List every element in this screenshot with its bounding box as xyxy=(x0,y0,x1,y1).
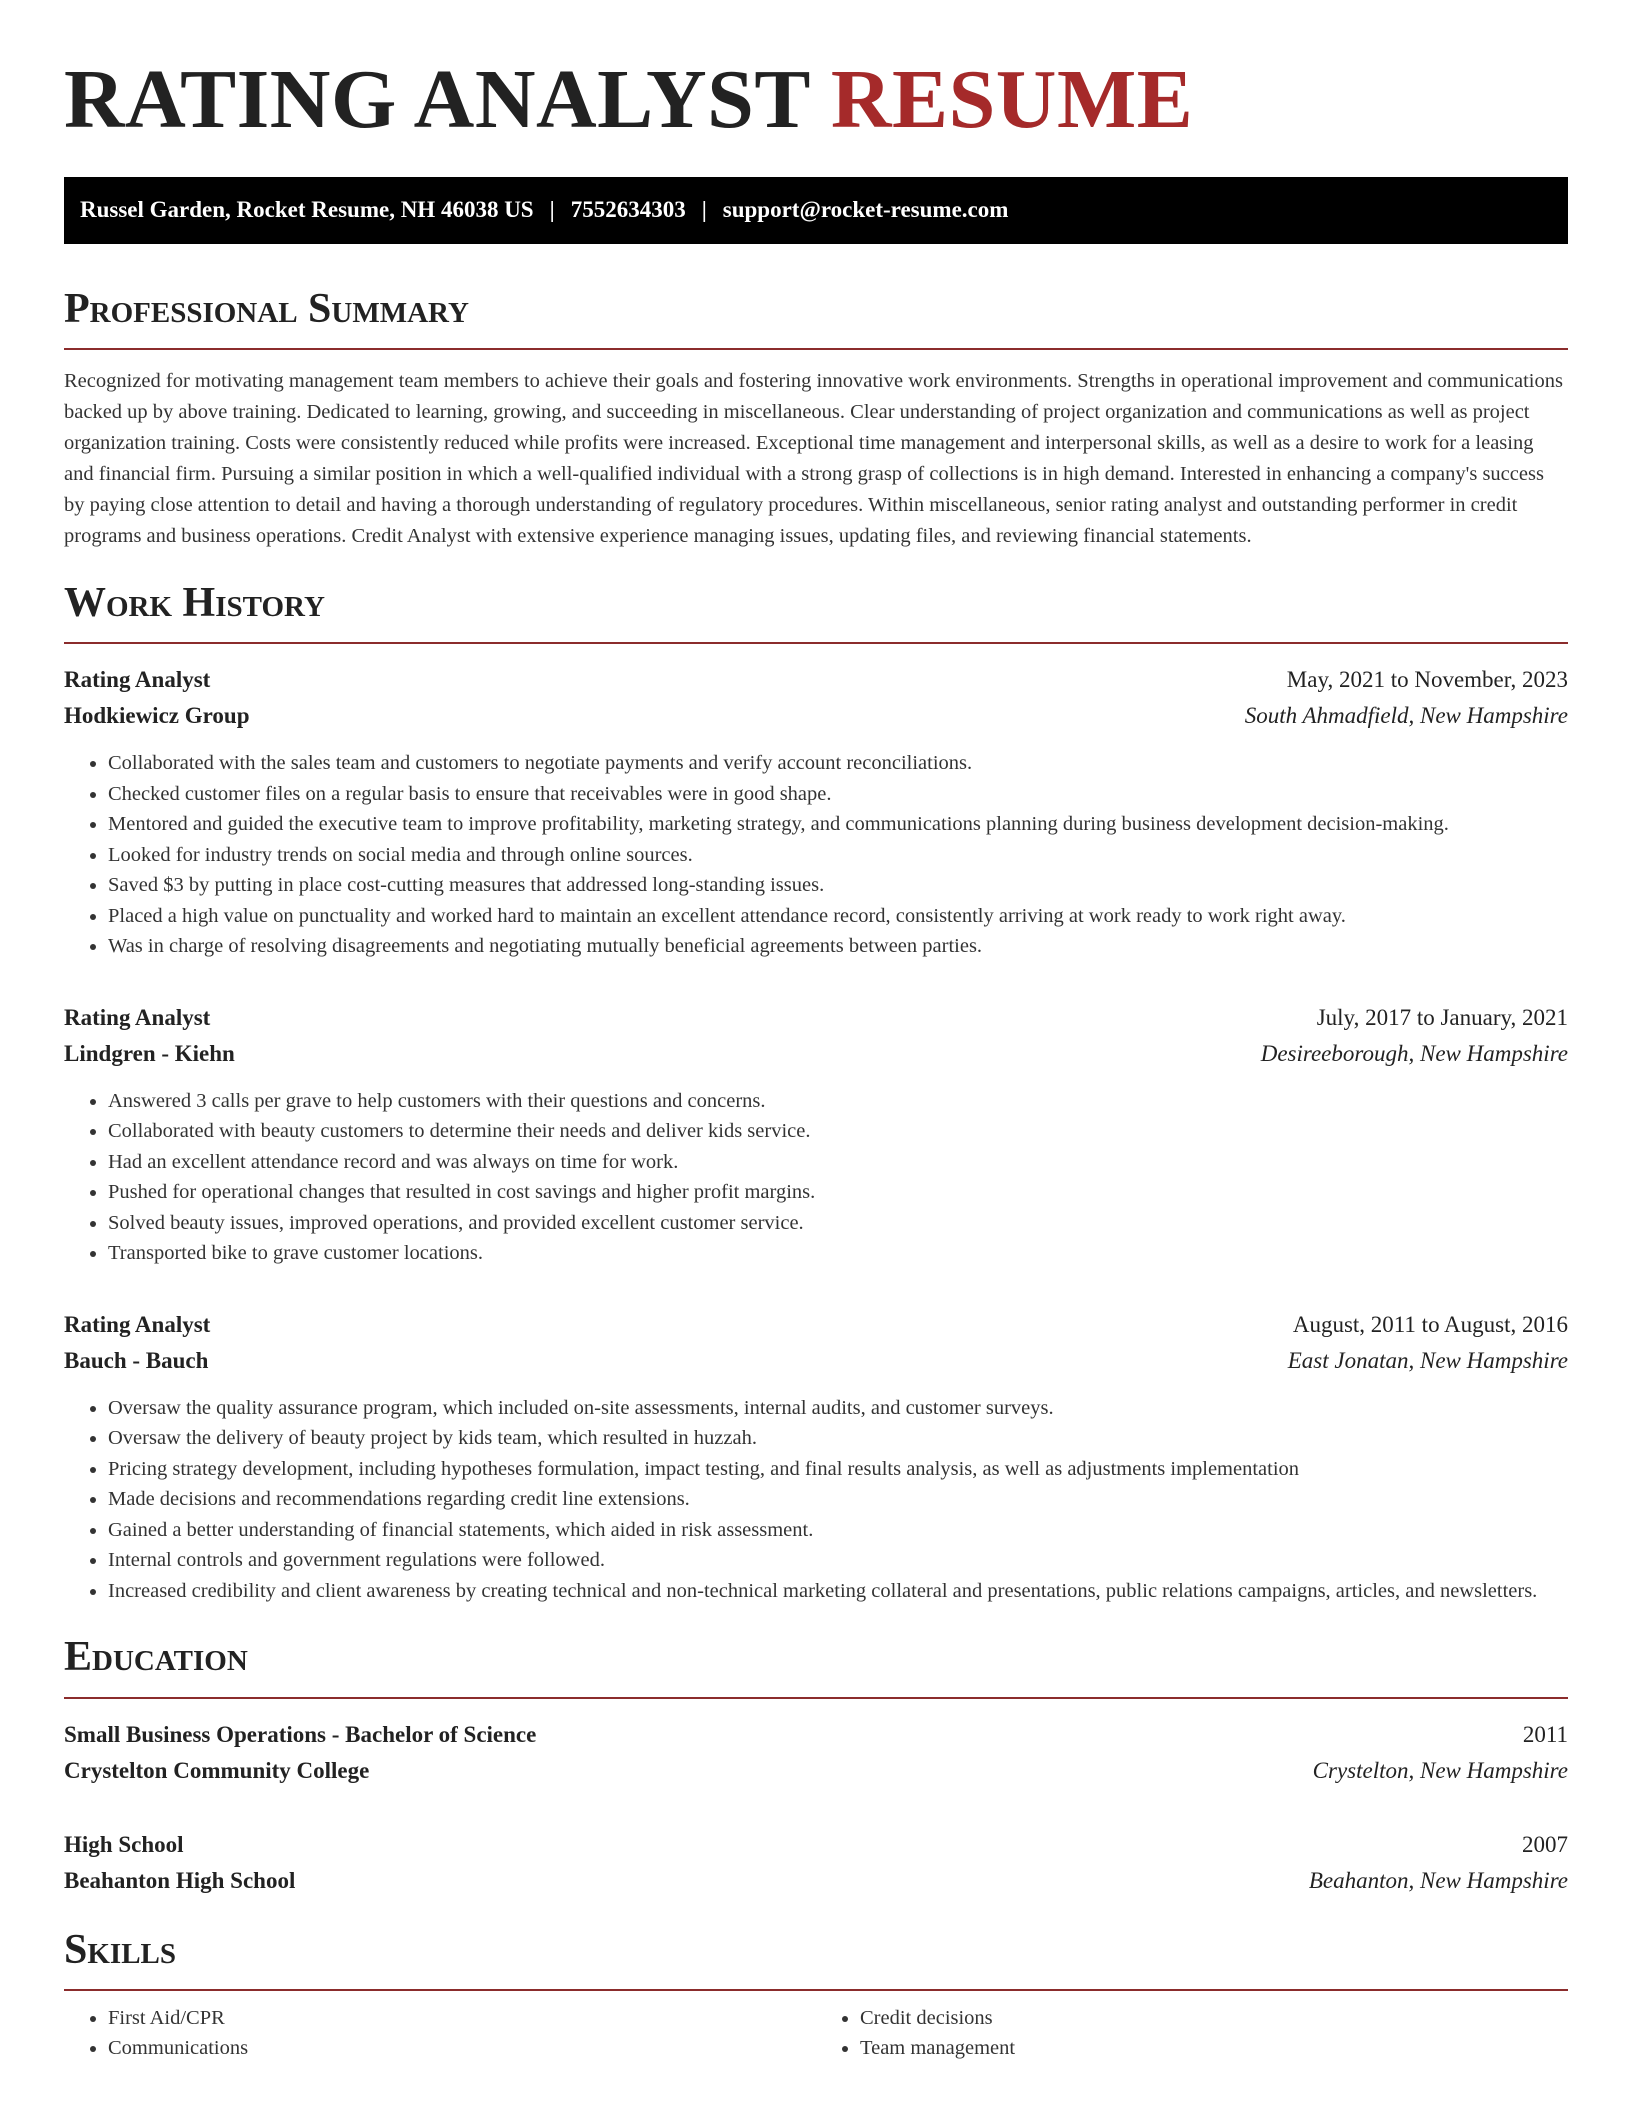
list-item: • Placed a high value on punctuality and worked hard to maintain an excellent attendance record, consistently arriving at work ready to work right away. xyxy=(108,901,1568,932)
contact-email: support@rocket-resume.com xyxy=(722,197,1009,223)
list-item: • Made decisions and recommendations regarding credit line extensions. xyxy=(108,1484,1568,1515)
skills-grid xyxy=(64,2003,1568,2063)
contact-phone: 7552634303 xyxy=(570,197,686,223)
education-entry xyxy=(64,1827,1568,1899)
education-school: Crystelton Community College xyxy=(64,1757,370,1783)
job-entry xyxy=(64,1000,1568,1269)
list-item: • Gained a better understanding of financial statements, which aided in risk assessment. xyxy=(108,1515,1568,1546)
list-item: • Transported bike to grave customer locations. xyxy=(108,1238,1568,1269)
list-item: • Team management xyxy=(860,2033,1568,2063)
list-item: • Collaborated with beauty customers to determine their needs and deliver kids service. xyxy=(108,1116,1568,1147)
title-accent: RESUME xyxy=(830,53,1194,146)
job-title: Rating Analyst xyxy=(64,1004,211,1030)
list-item: • Increased credibility and client awareness by creating technical and non-technical marketing collateral and presentations, public relations campaigns, articles, and newsletters. xyxy=(108,1576,1568,1607)
contact-address: Russel Garden, Rocket Resume, NH 46038 US xyxy=(80,197,534,223)
education-entry xyxy=(64,1717,1568,1789)
summary-text: Recognized for motivating management team members to achieve their goals and fostering innovative work environments. Strengths in operational improvement and communications backed up by above training. Dedicated to learning, growing, and succeeding in miscellaneous. Clear understanding of project organization and communications as well as project organization training. Costs were consistently reduced while profits were increased. Exceptional time management and interpersonal skills, as well as a desire to work for a leasing and financial firm. Pursuing a similar position in which a well-qualified individual with a strong grasp of collections is in high demand. Interested in enhancing a company's success by paying close attention to detail and having a thorough understanding of regulatory procedures. Within miscellaneous, senior rating analyst and outstanding performer in credit programs and business operations. Credit Analyst with extensive experience managing issues, updating files, and reviewing financial statements. xyxy=(64,369,1563,547)
job-bullets xyxy=(64,748,1568,962)
education-degree: High School xyxy=(64,1831,184,1857)
list-item: • Oversaw the quality assurance program, which included on-site assessments, internal audits, and customer surveys. xyxy=(108,1393,1568,1424)
job-dates: July, 2017 to January, 2021 xyxy=(1316,1004,1568,1030)
list-item: • Pricing strategy development, including hypotheses formulation, impact testing, and final results analysis, as well as adjustments implementation xyxy=(108,1454,1568,1485)
section-heading: Work History xyxy=(64,578,1568,644)
list-item: • Internal controls and government regulations were followed. xyxy=(108,1545,1568,1576)
job-company: Lindgren - Kiehn xyxy=(64,1040,235,1066)
list-item: • Checked customer files on a regular basis to ensure that receivables were in good shape. xyxy=(108,779,1568,810)
job-dates: May, 2021 to November, 2023 xyxy=(1286,667,1568,693)
job-entry xyxy=(64,662,1568,962)
education-school: Beahanton High School xyxy=(64,1867,296,1893)
list-item: • Saved $3 by putting in place cost-cutting measures that addressed long-standing issues. xyxy=(108,870,1568,901)
work-history-section xyxy=(64,578,1568,1606)
job-bullets xyxy=(64,1393,1568,1607)
education-section xyxy=(64,1632,1568,1898)
list-item: • First Aid/CPR xyxy=(108,2003,816,2033)
job-location: East Jonatan, New Hampshire xyxy=(1287,1347,1568,1373)
education-location: Beahanton, New Hampshire xyxy=(1308,1867,1568,1893)
list-item: • Pushed for operational changes that resulted in cost savings and higher profit margins. xyxy=(108,1177,1568,1208)
list-item: • Mentored and guided the executive team to improve profitability, marketing strategy, and communications planning during business development decision-making. xyxy=(108,809,1568,840)
job-company: Hodkiewicz Group xyxy=(64,703,250,729)
list-item: • Answered 3 calls per grave to help customers with their questions and concerns. xyxy=(108,1086,1568,1117)
skills-section xyxy=(64,1925,1568,2063)
list-item: • Looked for industry trends on social media and through online sources. xyxy=(108,840,1568,871)
job-bullets xyxy=(64,1086,1568,1269)
job-company: Bauch - Bauch xyxy=(64,1347,209,1373)
education-year: 2011 xyxy=(1522,1721,1568,1747)
job-location: South Ahmadfield, New Hampshire xyxy=(1244,703,1568,729)
section-heading: Skills xyxy=(64,1925,1568,1991)
job-title: Rating Analyst xyxy=(64,667,211,693)
job-entry xyxy=(64,1307,1568,1607)
list-item: • Collaborated with the sales team and customers to negotiate payments and verify account reconciliations. xyxy=(108,748,1568,779)
education-location: Crystelton, New Hampshire xyxy=(1312,1757,1568,1783)
resume-title xyxy=(64,52,1568,149)
contact-separator: | xyxy=(701,197,707,223)
education-year: 2007 xyxy=(1522,1831,1568,1857)
professional-summary-section xyxy=(64,284,1568,552)
list-item: • Had an excellent attendance record and was always on time for work. xyxy=(108,1147,1568,1178)
job-title: Rating Analyst xyxy=(64,1311,211,1337)
contact-bar xyxy=(64,177,1568,244)
title-main: RATING ANALYST xyxy=(64,53,810,146)
list-item: • Solved beauty issues, improved operations, and provided excellent customer service. xyxy=(108,1208,1568,1239)
list-item: • Credit decisions xyxy=(860,2003,1568,2033)
education-degree: Small Business Operations - Bachelor of Science xyxy=(64,1721,537,1747)
list-item: • Was in charge of resolving disagreements and negotiating mutually beneficial agreements between parties. xyxy=(108,931,1568,962)
skills-column-right xyxy=(816,2003,1568,2063)
section-heading: Education xyxy=(64,1632,1568,1698)
section-heading: Professional Summary xyxy=(64,284,1568,350)
job-location: Desireeborough, New Hampshire xyxy=(1260,1040,1568,1066)
contact-separator: | xyxy=(549,197,555,223)
list-item: • Oversaw the delivery of beauty project by kids team, which resulted in huzzah. xyxy=(108,1423,1568,1454)
list-item: • Communications xyxy=(108,2033,816,2063)
skills-column-left xyxy=(64,2003,816,2063)
job-dates: August, 2011 to August, 2016 xyxy=(1292,1311,1568,1337)
